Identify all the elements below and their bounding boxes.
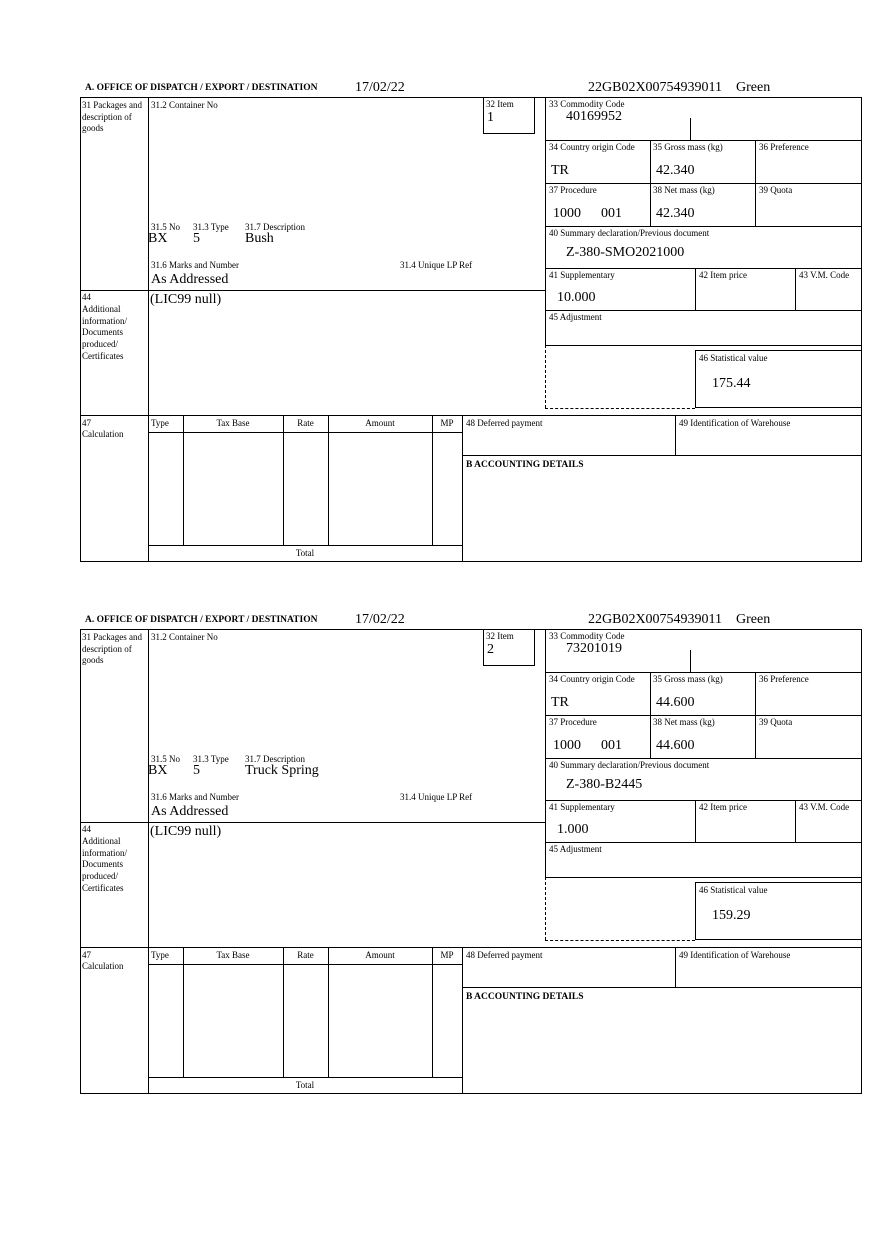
grid-line <box>695 268 696 310</box>
pkg-type-value: 5 <box>193 763 200 778</box>
marks-value: As Addressed <box>151 272 229 287</box>
gross-mass-value: 44.600 <box>656 695 695 710</box>
supplementary-label: 41 Supplementary <box>549 270 615 280</box>
container-no-label: 31.2 Container No <box>151 632 218 642</box>
additional-information-value: (LIC99 null) <box>150 292 222 307</box>
box44-number: 44 <box>82 824 91 834</box>
procedure-value-1: 1000 <box>553 738 581 753</box>
item-label: 32 Item <box>486 631 514 641</box>
commodity-code-label: 33 Commodity Code <box>549 631 625 641</box>
grid-line <box>545 97 546 345</box>
grid-line <box>545 226 862 227</box>
grid-line <box>545 672 862 673</box>
pkg-no-value: BX <box>148 763 168 778</box>
grid-line <box>80 947 862 948</box>
grid-line <box>148 964 462 965</box>
summary-declaration-value: Z-380-SMO2021000 <box>566 245 685 260</box>
grid-line <box>283 947 284 1077</box>
item-number-value: 2 <box>487 642 494 657</box>
grid-line <box>545 877 862 878</box>
grid-line <box>545 715 862 716</box>
col-tax-base-header: Tax Base <box>216 950 250 960</box>
grid-line <box>545 310 862 311</box>
procedure-label: 37 Procedure <box>549 185 597 195</box>
commodity-code-label: 33 Commodity Code <box>549 99 625 109</box>
net-mass-label: 38 Net mass (kg) <box>653 717 715 727</box>
pkg-type-value: 5 <box>193 231 200 246</box>
preference-label: 36 Preference <box>759 674 809 684</box>
box31-label: 31 Packages and description of goods <box>82 100 142 134</box>
grid-line <box>755 140 756 226</box>
box47-number: 47 <box>82 950 91 960</box>
quota-label: 39 Quota <box>759 717 793 727</box>
grid-line <box>183 415 184 545</box>
container-no-label: 31.2 Container No <box>151 100 218 110</box>
item-label: 32 Item <box>486 99 514 109</box>
grid-line <box>545 877 546 940</box>
marks-value: As Addressed <box>151 804 229 819</box>
pkg-no-label: 31.5 No <box>151 754 180 764</box>
form-outline <box>80 97 862 562</box>
grid-line <box>148 545 462 546</box>
routing-status: Green <box>736 80 771 95</box>
summary-declaration-label: 40 Summary declaration/Previous document <box>549 228 710 238</box>
marks-number-label: 31.6 Marks and Number <box>151 792 239 802</box>
item-block-2 <box>80 612 862 1098</box>
marks-number-label: 31.6 Marks and Number <box>151 260 239 270</box>
grid-line <box>80 822 545 823</box>
supplementary-value: 10.000 <box>557 290 596 305</box>
grid-line <box>148 629 149 1094</box>
grid-line <box>432 947 433 1077</box>
description-value: Truck Spring <box>245 763 319 778</box>
statistical-value-value: 159.29 <box>712 908 751 923</box>
col-mp-header: MP <box>440 950 454 960</box>
description-label: 31.7 Description <box>245 754 305 764</box>
preference-label: 36 Preference <box>759 142 809 152</box>
procedure-value-2: 001 <box>601 738 622 753</box>
grid-line <box>462 415 463 562</box>
net-mass-value: 42.340 <box>656 206 695 221</box>
col-mp-header: MP <box>440 418 454 428</box>
statistical-value-label: 46 Statistical value <box>699 885 768 895</box>
grid-line <box>545 345 546 408</box>
grid-line <box>545 800 862 801</box>
description-label: 31.7 Description <box>245 222 305 232</box>
deferred-payment-label: 48 Deferred payment <box>466 950 543 960</box>
country-origin-value: TR <box>551 695 569 710</box>
grid-line <box>675 947 676 987</box>
grid-line <box>695 800 696 842</box>
supplementary-value: 1.000 <box>557 822 589 837</box>
summary-declaration-label: 40 Summary declaration/Previous document <box>549 760 710 770</box>
country-origin-label: 34 Country origin Code <box>549 142 635 152</box>
grid-line <box>80 290 545 291</box>
grid-line <box>675 415 676 455</box>
col-type-header: Type <box>151 418 169 428</box>
country-origin-value: TR <box>551 163 569 178</box>
grid-line <box>283 415 284 545</box>
grid-line <box>650 140 651 226</box>
gross-mass-value: 42.340 <box>656 163 695 178</box>
accounting-details-label: B ACCOUNTING DETAILS <box>466 992 584 1002</box>
commodity-code-value: 40169952 <box>566 109 622 124</box>
procedure-label: 37 Procedure <box>549 717 597 727</box>
item-block-1 <box>80 80 862 566</box>
grid-line <box>148 1077 462 1078</box>
grid-line <box>650 672 651 758</box>
unique-lp-ref-label: 31.4 Unique LP Ref <box>400 792 473 802</box>
grid-line <box>148 97 149 562</box>
pkg-no-value: BX <box>148 231 168 246</box>
total-label: Total <box>295 1080 315 1090</box>
office-of-dispatch-label: A. OFFICE OF DISPATCH / EXPORT / DESTINATION <box>85 615 318 625</box>
grid-line <box>545 408 695 409</box>
vm-code-label: 43 V.M. Code <box>799 270 850 280</box>
declaration-date: 17/02/22 <box>355 612 405 627</box>
deferred-payment-label: 48 Deferred payment <box>466 418 543 428</box>
summary-declaration-value: Z-380-B2445 <box>566 777 643 792</box>
adjustment-label: 45 Adjustment <box>549 312 602 322</box>
pkg-no-label: 31.5 No <box>151 222 180 232</box>
declaration-date: 17/02/22 <box>355 80 405 95</box>
grid-line <box>183 947 184 1077</box>
grid-line <box>148 432 462 433</box>
grid-line <box>545 140 862 141</box>
office-of-dispatch-label: A. OFFICE OF DISPATCH / EXPORT / DESTINATION <box>85 83 318 93</box>
col-rate-header: Rate <box>297 418 314 428</box>
additional-information-value: (LIC99 null) <box>150 824 222 839</box>
col-type-header: Type <box>151 950 169 960</box>
net-mass-label: 38 Net mass (kg) <box>653 185 715 195</box>
item-price-label: 42 Item price <box>699 270 747 280</box>
box47-label: Calculation <box>82 429 124 439</box>
accounting-details-label: B ACCOUNTING DETAILS <box>466 460 584 470</box>
grid-line <box>462 987 862 988</box>
box44-label: Additional information/ Documents produced/ Certificates <box>82 836 127 893</box>
grid-line <box>328 415 329 545</box>
grid-line <box>545 629 546 877</box>
box31-label: 31 Packages and description of goods <box>82 632 142 666</box>
grid-line <box>328 947 329 1077</box>
procedure-value-2: 001 <box>601 206 622 221</box>
grid-line <box>545 183 862 184</box>
mrn-number: 22GB02X00754939011 <box>588 612 723 627</box>
box44-number: 44 <box>82 292 91 302</box>
grid-line <box>432 415 433 545</box>
adjustment-label: 45 Adjustment <box>549 844 602 854</box>
grid-line <box>462 455 862 456</box>
pkg-type-label: 31.3 Type <box>193 222 229 232</box>
item-number-value: 1 <box>487 110 494 125</box>
form-outline <box>80 629 862 1094</box>
procedure-value-1: 1000 <box>553 206 581 221</box>
pkg-type-label: 31.3 Type <box>193 754 229 764</box>
grid-line <box>80 415 862 416</box>
grid-line <box>462 947 463 1094</box>
routing-status: Green <box>736 612 771 627</box>
grid-line <box>755 672 756 758</box>
col-amount-header: Amount <box>365 418 395 428</box>
gross-mass-label: 35 Gross mass (kg) <box>653 142 723 152</box>
col-rate-header: Rate <box>297 950 314 960</box>
unique-lp-ref-label: 31.4 Unique LP Ref <box>400 260 473 270</box>
statistical-value-label: 46 Statistical value <box>699 353 768 363</box>
grid-line <box>545 345 862 346</box>
mrn-number: 22GB02X00754939011 <box>588 80 723 95</box>
country-origin-label: 34 Country origin Code <box>549 674 635 684</box>
commodity-code-separator <box>690 650 691 672</box>
quota-label: 39 Quota <box>759 185 793 195</box>
box47-number: 47 <box>82 418 91 428</box>
grid-line <box>795 800 796 842</box>
gross-mass-label: 35 Gross mass (kg) <box>653 674 723 684</box>
vm-code-label: 43 V.M. Code <box>799 802 850 812</box>
net-mass-value: 44.600 <box>656 738 695 753</box>
item-price-label: 42 Item price <box>699 802 747 812</box>
warehouse-id-label: 49 Identification of Warehouse <box>679 950 791 960</box>
grid-line <box>795 268 796 310</box>
description-value: Bush <box>245 231 274 246</box>
grid-line <box>545 842 862 843</box>
total-label: Total <box>295 548 315 558</box>
col-amount-header: Amount <box>365 950 395 960</box>
commodity-code-value: 73201019 <box>566 641 622 656</box>
grid-line <box>545 268 862 269</box>
box44-label: Additional information/ Documents produced/ Certificates <box>82 304 127 361</box>
col-tax-base-header: Tax Base <box>216 418 250 428</box>
grid-line <box>545 940 695 941</box>
grid-line <box>545 758 862 759</box>
box47-label: Calculation <box>82 961 124 971</box>
supplementary-label: 41 Supplementary <box>549 802 615 812</box>
warehouse-id-label: 49 Identification of Warehouse <box>679 418 791 428</box>
commodity-code-separator <box>690 118 691 140</box>
statistical-value-value: 175.44 <box>712 376 751 391</box>
